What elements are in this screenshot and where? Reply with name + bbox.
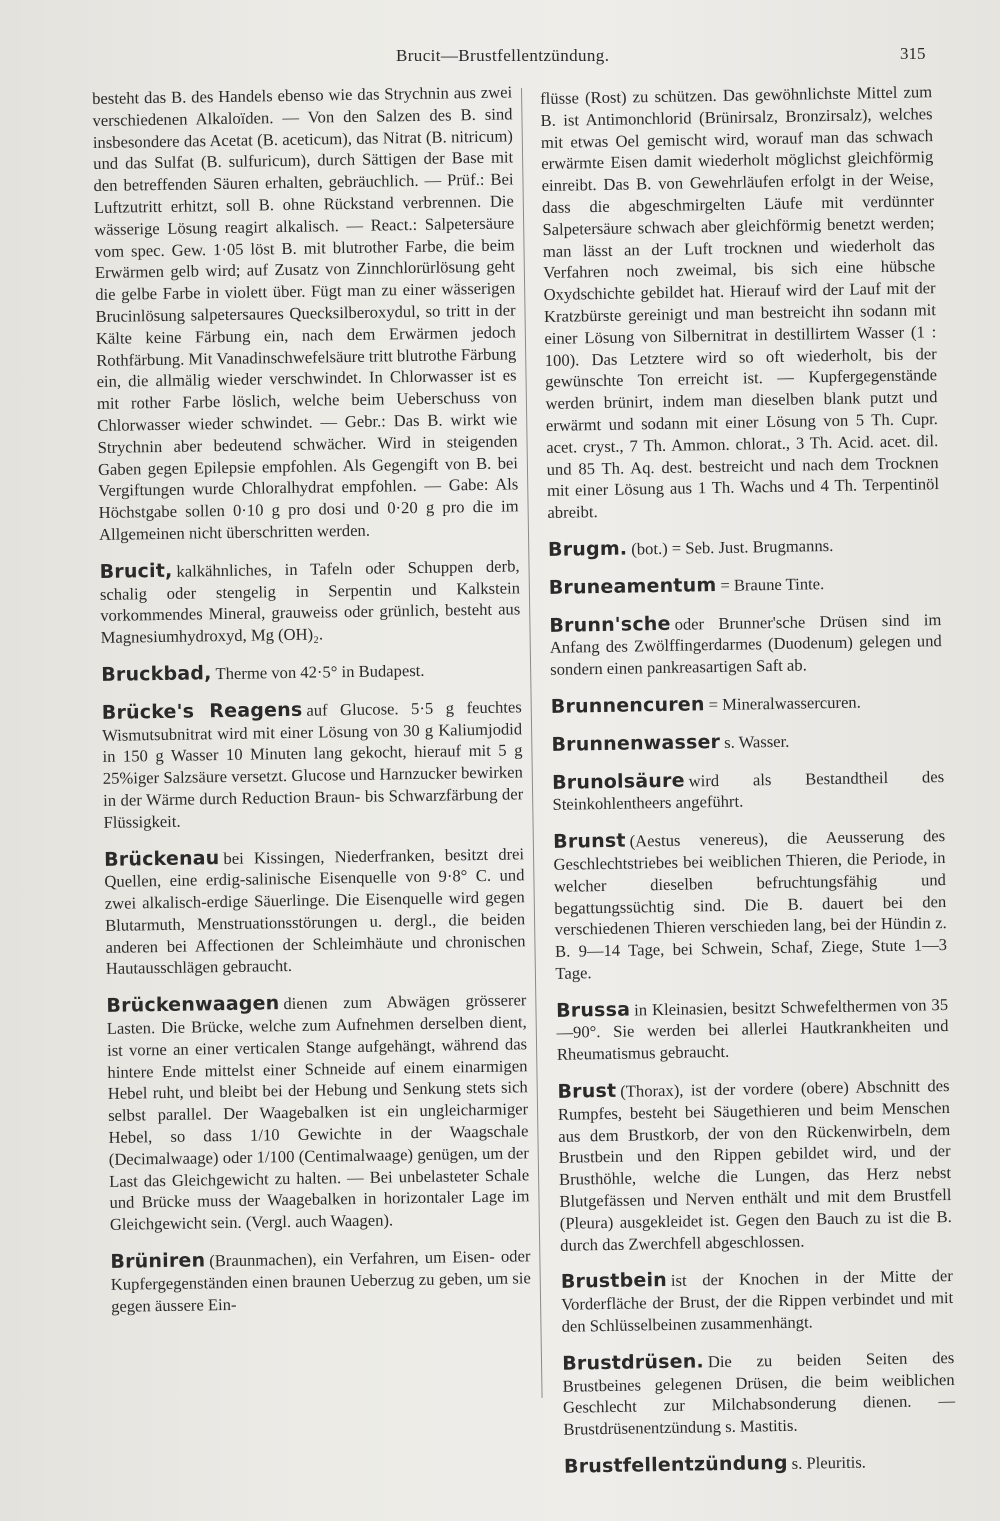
entry-brustdruesen — [562, 1347, 955, 1441]
entry-term: Brugm. — [547, 537, 628, 561]
entry-term: Brückenwaagen — [106, 992, 280, 1018]
entry-text: = Mineralwassercuren. — [708, 692, 861, 715]
entry-brunst — [553, 825, 948, 984]
right-column — [540, 81, 956, 1494]
entry-term: Brunnenwasser — [551, 730, 721, 756]
entry-brunolsaeure — [552, 766, 945, 816]
entry-brucit — [99, 555, 520, 649]
entry-term: Brüniren — [110, 1249, 206, 1273]
entry-term: Brunn'sche — [549, 612, 671, 637]
entry-text: (Aestus venereus), die Aeusserung des Geschlechtstriebes bei weiblichen Thieren, die Periode, in welcher dieselben befruchtungsfähig und begattungssüchtig sind. Die B. dauert bei den verschiedenen Thieren verschieden lang, bei der Hündin z. B. 9—14 Tage, bei Schwein, Schaf, Ziege, Stute 1—3 Tage. — [553, 826, 948, 983]
entry-text: s. Wasser. — [723, 731, 790, 752]
entry-brunnencuren — [551, 690, 943, 719]
running-head: Brucit—Brustfellentzündung. — [396, 46, 610, 65]
entry-text: dienen zum Abwägen grösserer Lasten. Die Brücke, welche zum Aufnehmen derselben dient, ist vorne an einer verticalen Stange aufgehängt, während das hintere Ende mittelst einer Schneide auf einem einarmigen Hebel ruht, und bleibt bei der Hebung und Senkung stets sich selbst parallel. Der Waagebalken ist ein ungleicharmiger Hebel, so dass 1/10 Gewichte in der Waagschale (Decimalwaage) oder 1/100 (Centimalwaage) genügen, um der Last das Gleichgewicht zu halten. — Bei unbelasteter Schale und Brücke muss der Waagebalken in horizontaler Lage im Gleichgewicht sein. (Vergl. auch Waagen). — [106, 990, 530, 1235]
entry-brueckenau — [104, 843, 526, 980]
entry-brugm — [548, 533, 940, 562]
left-column — [92, 81, 532, 1333]
page-number: 315 — [900, 44, 926, 63]
entry-term: Bruckbad, — [101, 662, 212, 686]
entry-term: Brust — [557, 1079, 617, 1103]
entry-bruecke-reagens — [102, 696, 524, 833]
entry-term: Brussa — [555, 998, 631, 1022]
entry-brunnsche — [549, 609, 942, 681]
entry-text: bei Kissingen, Niederfranken, besitzt drei Quellen, eine erdig-salinische Eisenquelle von 9·8° C. und zwei alkalisch-erdige Säuerlinge. Die Eisenquelle wird gegen Blutarmuth, Menstruationsstörungen u. dergl., die beiden anderen bei Affectionen der Schleimhäute und chronischen Hautausschlägen gebraucht. — [104, 843, 526, 979]
continuation-text: flüsse (Rost) zu schützen. Das gewöhnlichste Mittel zum B. ist Antimonchlorid (Brünirsalz, Bronzirsalz), welches mit etwas Oel gemischt wird, worauf man das schwach erwärmte Eisen damit wiederholt möglichst gleichförmig einreibt. Das B. von Gewehrläufen erfolgt in der Weise, dass die abgeschmirgelten Läufe mit verdünnter Salpetersäure schwach aber gleichförmig benetzt werden; man lässt an der Luft trocknen und wiederholt das Verfahren noch zweimal, bis sich eine hübsche Oxydschichte gebildet hat. Hierauf wird der Lauf mit der Kratzbürste gereinigt und man bestreicht ihn sodann mit einer Lösung von Silbernitrat in destillirtem Wasser (1 : 100). Das Letztere wird so oft wiederholt, bis der gewünschte Ton erreicht ist. — Kupfergegenstände werden brünirt, indem man dieselben blank putzt und erwärmt und sodann mit einer Lösung von 5 Th. Cupr. acet. cryst., 7 Th. Ammon. chlorat., 3 Th. Acid. acet. dil. und 85 Th. Aq. dest. bestreicht und nach dem Trocknen mit einer Lösung aus 1 Th. Wachs und 4 Th. Terpentinöl abreibt. — [540, 82, 940, 523]
entry-text: Die zu beiden Seiten des Brustbeines gelegenen Drüsen, die beim weiblichen Geschlecht zur Milchabsonderung dienen. — Brustdrüsenentzündung s. Mastitis. — [562, 1347, 956, 1440]
entry-brustbein — [561, 1265, 954, 1337]
entry-brustfellentzuendung — [564, 1450, 956, 1479]
entry-text: s. Pleuritis. — [791, 1452, 867, 1473]
entry-text: in Kleinasien, besitzt Schwefelthermen von 35—90°. Sie werden bei allerlei Hautkrankheiten und Rheumatismus gebraucht. — [556, 994, 949, 1065]
entry-brueckenwaagen — [106, 990, 530, 1236]
entry-bruckbad — [101, 658, 521, 686]
entry-text: (Braunmachen), ein Verfahren, um Eisen- oder Kupfergegenständen einen braunen Ueberzug zu geben, um sie gegen äussere Ein- — [110, 1246, 531, 1316]
entry-bruneamentum — [549, 571, 941, 600]
entry-term: Brunolsäure — [551, 769, 685, 794]
entry-text: kalkähnliches, in Tafeln oder Schuppen derb, schalig oder stengelig in Serpentin und Kalkstein vorkommendes Mineral, grauweiss oder grünlich, besteht aus Magnesiumhydroxyd, Mg (OH)₂. — [99, 556, 521, 648]
entry-text: = Braune Tinte. — [720, 573, 825, 595]
entry-term: Brückenau — [103, 846, 220, 871]
entry-term: Brücke's Reagens — [101, 698, 303, 724]
entry-brueniren — [110, 1245, 531, 1317]
entry-brussa — [556, 994, 949, 1066]
entry-text: Therme von 42·5° in Budapest. — [215, 660, 425, 684]
entry-text: auf Glucose. 5·5 g feuchtes Wismutsubnitrat wird mit einer Lösung von 30 g Kaliumjodid in 150 g Wasser 10 Minuten lang gekocht, hierauf mit 5 g 25%iger Salzsäure versetzt. Glucose und Harnzucker bewirken in der Wärme durch Reduction Braun- bis Schwarzfärbung der Flüssigkeit. — [102, 697, 524, 832]
entry-text: (bot.) = Seb. Just. Brugmanns. — [631, 535, 834, 559]
continuation-text: besteht das B. des Handels ebenso wie das Strychnin aus zwei verschiedenen Alkaloïden. — Von den Salzen des B. sind insbesondere das Acetat (B. aceticum), das Nitrat (B. nitricum) und das Sulfat (B. sulfuricum), durch Sättigen der Base mit den betreffenden Säuren erhalten, gebräuchlich. — Prüf.: Bei Luftzutritt erhitzt, soll B. ohne Rückstand verbrennen. Die wässerige Lösung reagirt alkalisch. — React.: Salpetersäure vom spec. Gew. 1·05 löst B. mit blutrother Farbe, die beim Erwärmen gelb wird; auf Zusatz von Zinnchlorürlösung geht die gelbe Farbe in violett über. Fügt man zu einer wässerigen Brucinlösung salpetersaures Quecksilberoxydul, so tritt in der Kälte keine Färbung ein, nach dem Erwärmen jedoch Rothfärbung. Mit Vanadinschwefelsäure tritt blutrothe Färbung ein, die allmälig wieder verschwindet. In Chlorwasser ist es mit rother Farbe löslich, welche beim Ueberschuss von Chlorwasser wieder schwindet. — Gebr.: Das B. wirkt wie Strychnin aber bedeutend schwächer. Wird in steigenden Gaben gegen Epilepsie empfohlen. Als Gegengift von B. bei Vergiftungen wurde Chloralhydrat empfohlen. — Gabe: Als Höchstgabe sollen 0·10 g pro dosi und 0·20 g pro die im Allgemeinen nicht überschritten werden. — [92, 82, 519, 544]
entry-brust — [557, 1075, 952, 1256]
entry-term: Bruneamentum — [548, 573, 717, 599]
entry-text: wird als Bestandtheil des Steinkohlentheers angeführt. — [552, 766, 945, 815]
entry-term: Brustfellentzündung — [563, 1451, 788, 1478]
entry-term: Brucit, — [99, 559, 173, 583]
entry-term: Brunnencuren — [550, 693, 705, 718]
entry-brunnenwasser — [551, 728, 943, 757]
entry-text: (Thorax), ist der vordere (obere) Abschnitt des Rumpfes, besteht bei Säugethieren und beim Menschen aus dem Brustkorb, der von den Rückenwirbeln, dem Brustbein und den Rippen gebildet wird, und der Brusthöhle, welche die Lungen, das Herz nebst Blutgefässen und Nerven enthält und mit dem Brustfell (Pleura) ausgekleidet ist. Gegen den Bauch zu ist die B. durch das Zwerchfell abgeschlossen. — [557, 1076, 952, 1255]
page-header — [0, 40, 1000, 70]
entry-term: Brustbein — [560, 1269, 668, 1294]
entry-text: ist der Knochen in der Mitte der Vorderfläche der Brust, der die Rippen verbindet und mit den Schlüsselbeinen zusammenhängt. — [561, 1266, 954, 1336]
entry-term: Brunst — [552, 829, 626, 853]
entry-term: Brustdrüsen. — [562, 1350, 705, 1375]
entry-text: oder Brunner'sche Drüsen sind im Anfang des Zwölffingerdarmes (Duodenum) gelegen und sondern einen pankreasartigen Saft ab. — [549, 609, 942, 680]
